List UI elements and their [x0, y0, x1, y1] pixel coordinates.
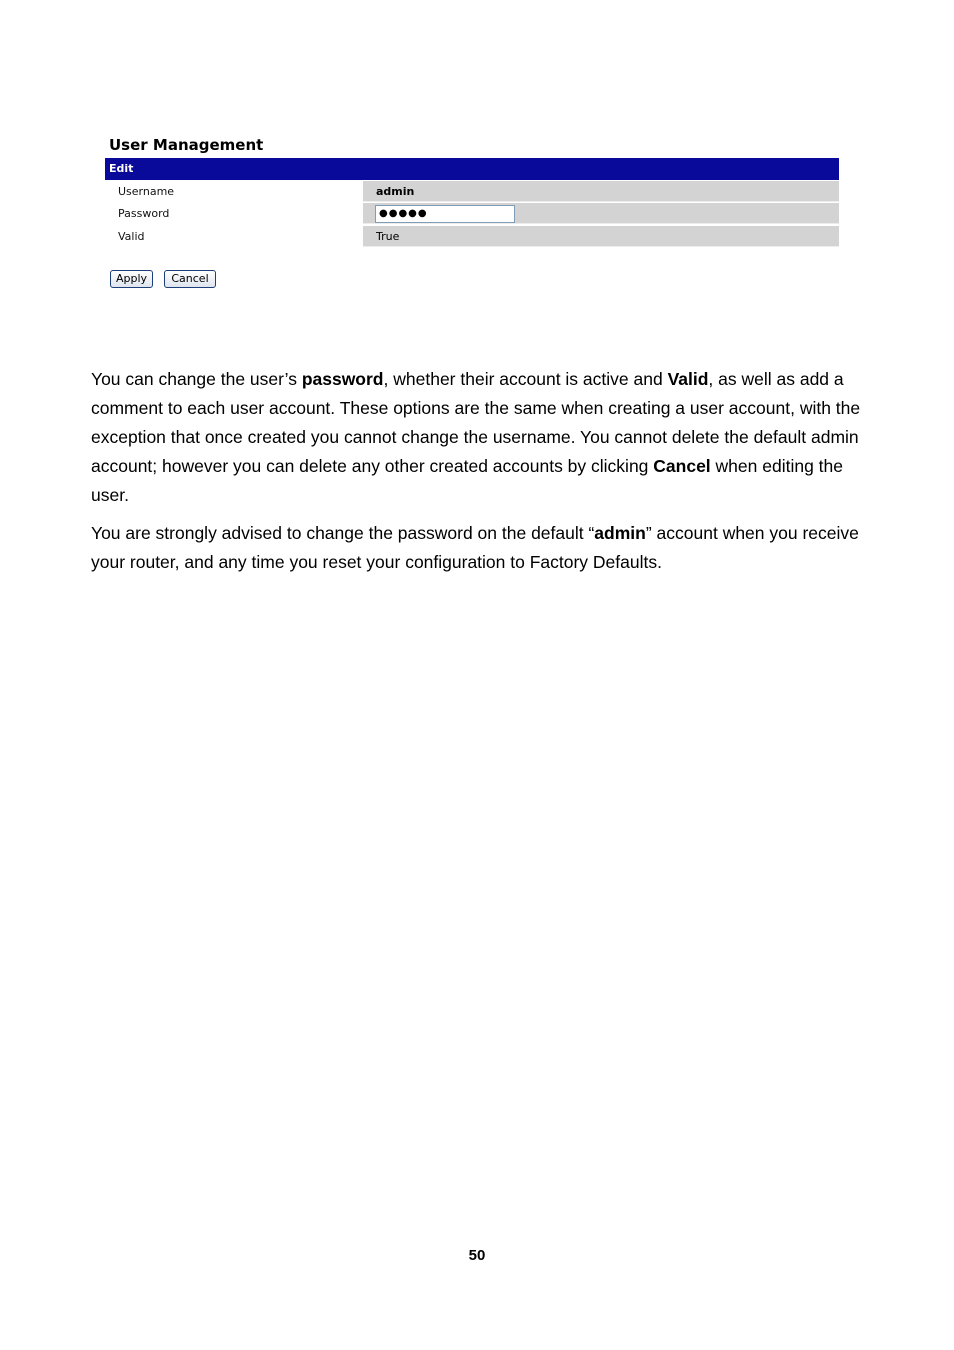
p1-bold-cancel: Cancel: [653, 456, 711, 476]
username-label: Username: [118, 185, 175, 198]
password-label: Password: [118, 207, 170, 220]
p1-text-1: You can change the user’s: [91, 369, 302, 389]
p1-text-4: when editing the user.: [91, 456, 843, 505]
username-row: [105, 181, 839, 202]
paragraph-2: [91, 519, 871, 577]
user-management-panel: [105, 134, 840, 294]
cancel-button[interactable]: Cancel: [164, 270, 216, 288]
username-value: admin: [363, 181, 839, 202]
p1-text-3: , as well as add a comment to each user account. These options are the same when creating a user account, with the exception that once created you cannot change the username. You cannot delete the default admin account; however you can delete any other created accounts by clicking: [91, 369, 861, 476]
valid-label: Valid: [118, 230, 145, 243]
p2-text-1: You are strongly advised to change the password on the default “: [91, 523, 595, 543]
password-row: [105, 203, 839, 224]
page-number: 50: [468, 1247, 486, 1264]
password-cell: [363, 203, 839, 224]
panel-title: User Management: [109, 136, 264, 154]
p1-text-2: , whether their account is active and: [383, 369, 668, 389]
valid-row: [105, 226, 839, 247]
edit-section-header: Edit: [105, 158, 839, 180]
p2-text-2: ” account when you receive your router, and any time you reset your configuration to Factory Defaults.: [91, 523, 859, 572]
p1-bold-valid: Valid: [667, 369, 709, 389]
valid-value: True: [363, 226, 839, 247]
paragraph-1: [91, 365, 871, 510]
apply-button[interactable]: Apply: [110, 270, 153, 288]
p1-bold-password: password: [301, 369, 384, 389]
password-input[interactable]: ●●●●●: [375, 205, 515, 223]
p2-bold-admin: admin: [594, 523, 646, 543]
